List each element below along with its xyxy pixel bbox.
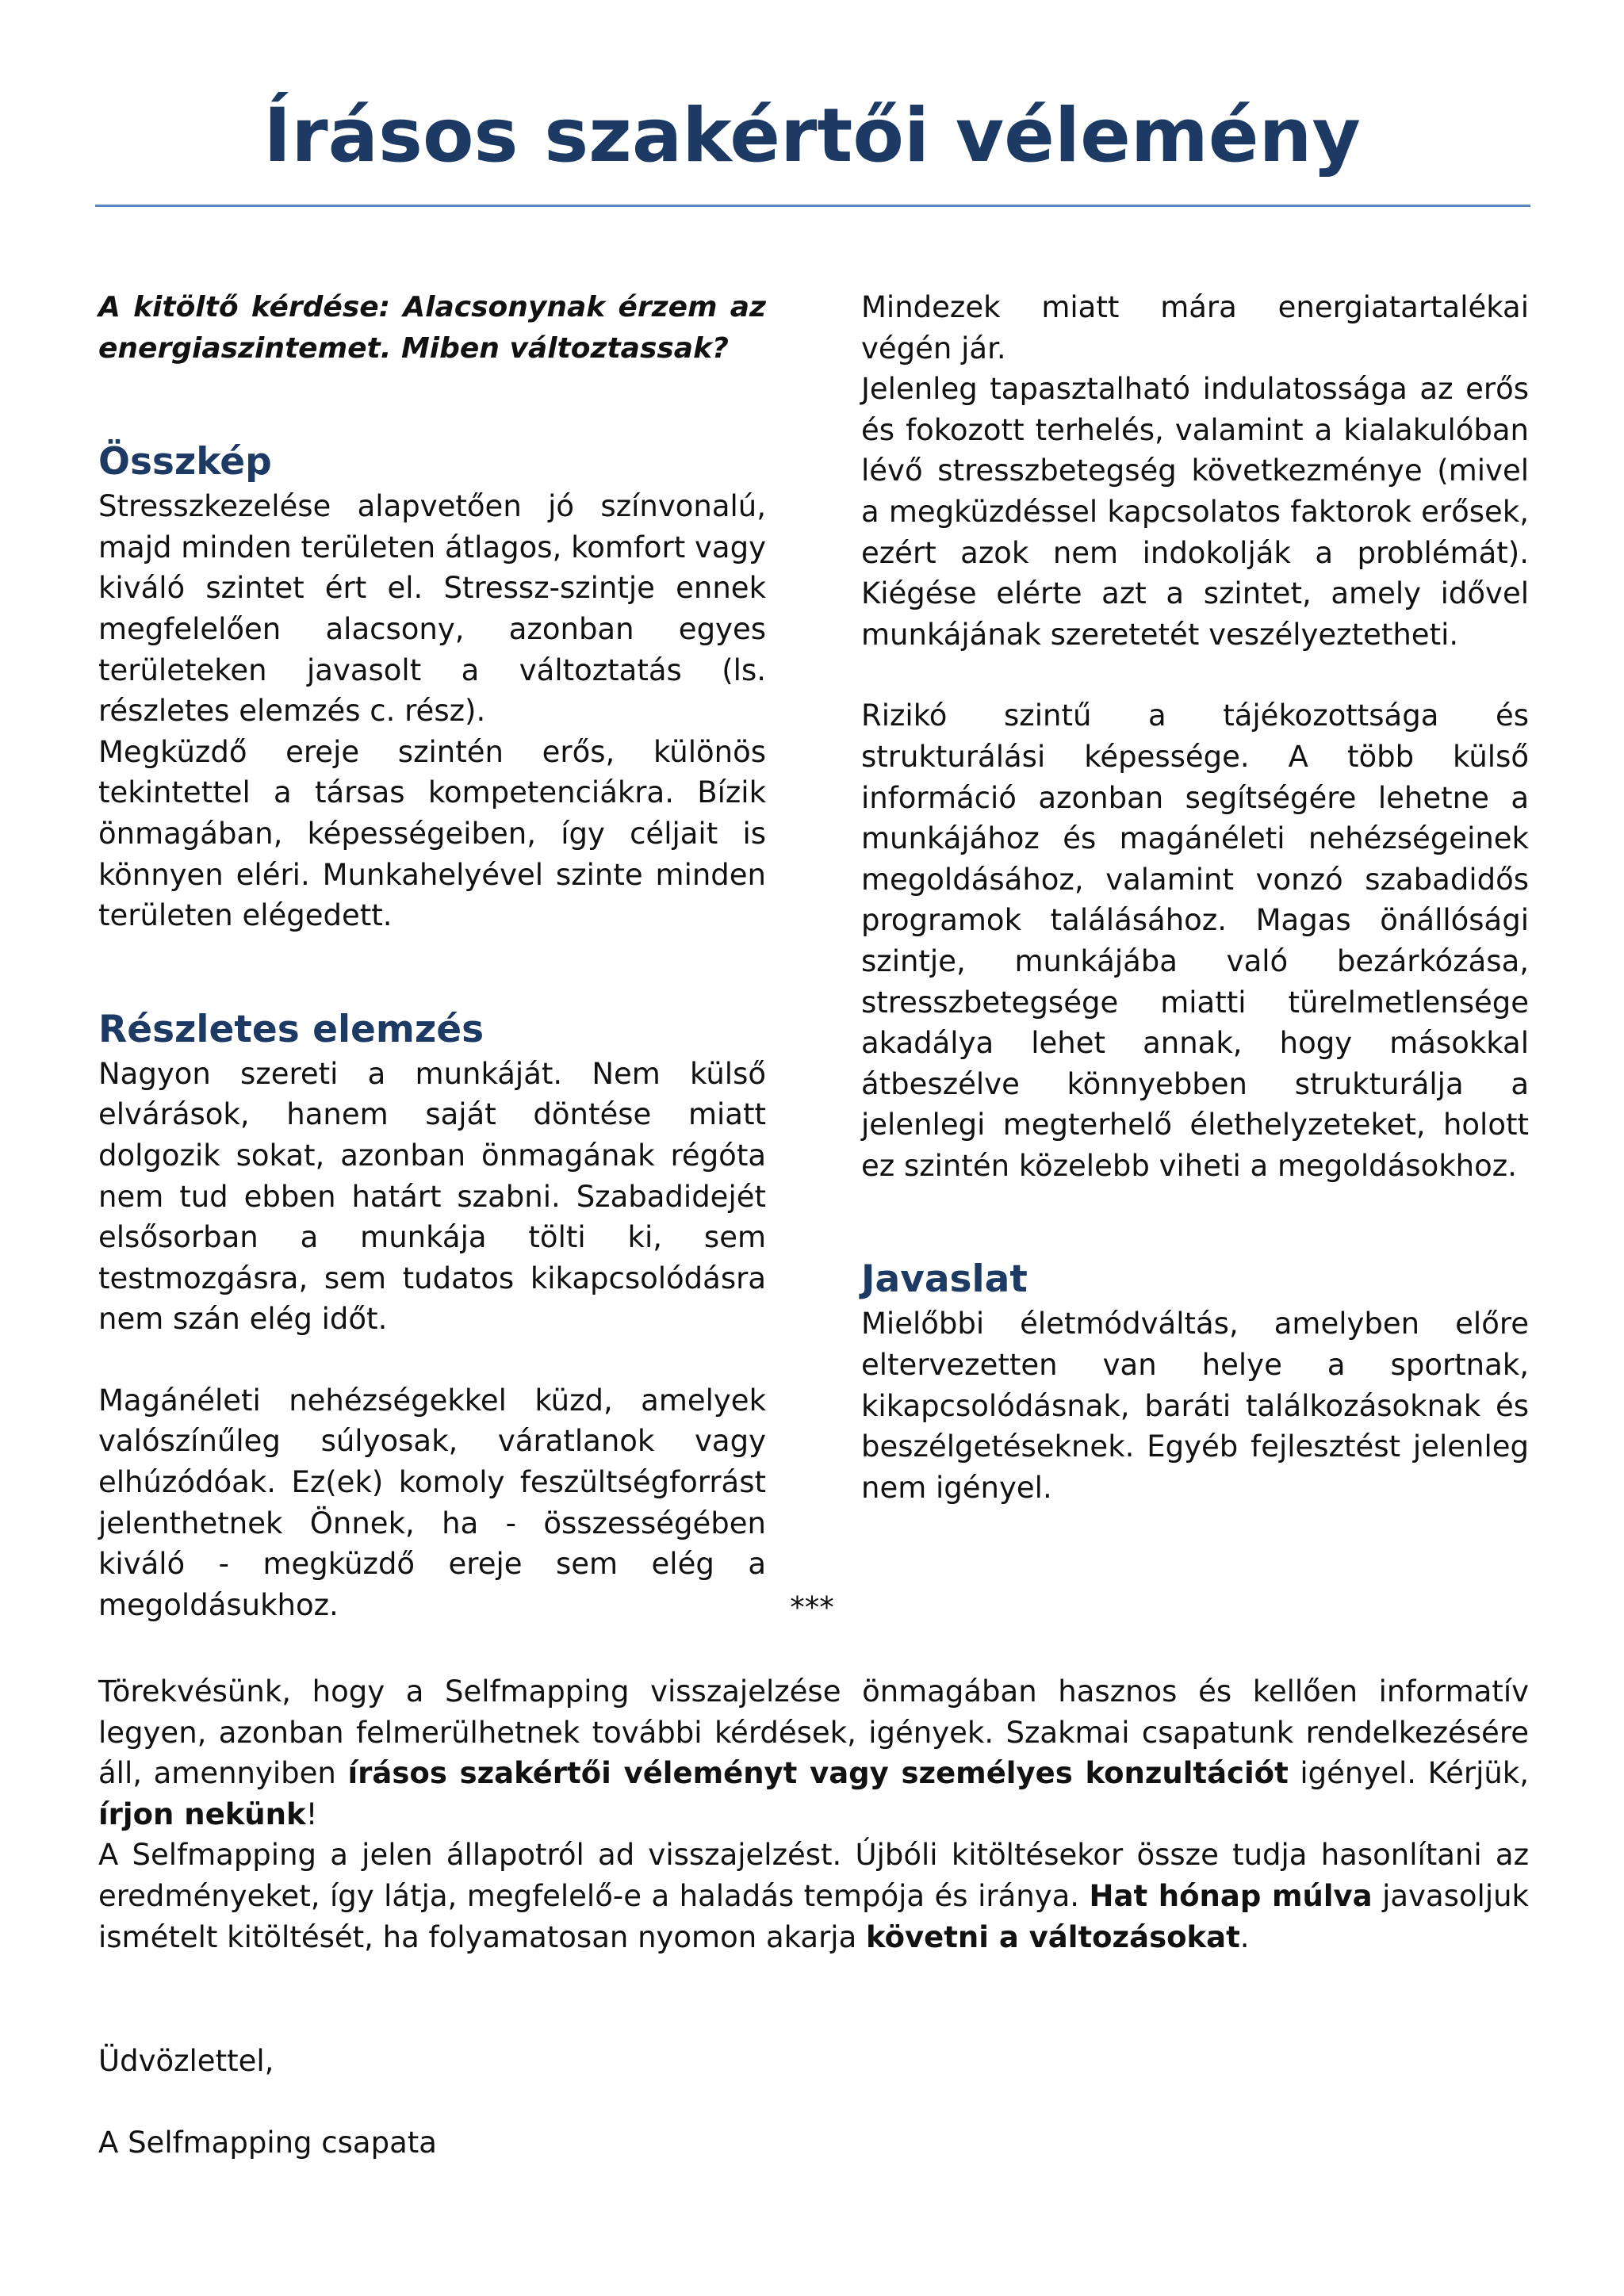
analysis-paragraph: Rizikó szintű a tájékozottsága és strukturálási képessége. A több külső információ azonban segítségére lehetne a munkájához és magánéleti nehézségeinek megoldásához, valamint vonzó szabadidős programok találásához. Magas önállósági szintje, munkájába való bezárkózása, stresszbetegsége miatti türelmetlensége akadálya lehet annak, hogy másokkal átbeszélve könnyebben strukturálja a jelenlegi megterhelő élethelyzeteket, holott ez szintén közelebb viheti a megoldásokhoz.	[861, 698, 1529, 1183]
analysis-paragraph: Jelenleg tapasztalható indulatossága az erős és fokozott terhelés, valamint a kialakulóban lévő stresszbetegség következménye (mivel a megküzdéssel kapcsolatos faktorok erősek, ezért azok nem indokolják a problémát). Kiégése elérte azt a szintet, amely idővel munkájának szeretetét veszélyeztetheti.	[861, 372, 1529, 652]
right-column	[861, 287, 1529, 1508]
highlight-text: írjon nekünk	[98, 1797, 306, 1831]
highlight-text: követni a változásokat	[866, 1919, 1240, 1954]
overview-heading: Összkép	[98, 440, 272, 484]
left-column	[98, 287, 766, 1625]
overview-paragraph: Megküzdő ereje szintén erős, különös tekintettel a társas kompetenciákra. Bízik önmagában, képességeiben, így céljait is könnyen eléri. Munkahelyével szinte minden területen elégedett.	[98, 734, 766, 933]
signature: A Selfmapping csapata	[98, 2126, 437, 2160]
footer-text	[98, 1671, 1529, 1957]
analysis-paragraph: Mindezek miatt mára energiatartalékai végén jár.	[861, 290, 1529, 365]
footer-paragraph: A Selfmapping a jelen állapotról ad visszajelzést. Újbóli kitöltésekor össze tudja hasonlítani az eredményeket, így látja, megfelelő-e a haladás tempója és iránya. Hat hónap múlva javasoljuk ismételt kitöltését, ha folyamatosan nyomon akarja követni a változásokat.	[98, 1838, 1529, 1954]
analysis-paragraph: Magánéleti nehézségekkel küzd, amelyek valószínűleg súlyosak, váratlanok vagy elhúzódóak. Ez(ek) komoly feszültségforrást jelenthetnek Önnek, ha - összességében kiváló - megküzdő ereje sem elég a megoldásukhoz.	[98, 1383, 766, 1622]
analysis-heading: Részletes elemzés	[98, 1007, 485, 1051]
page-title: Írásos szakértői vélemény	[263, 93, 1361, 179]
highlight-text: Hat hónap múlva	[1089, 1878, 1373, 1913]
recommendation-paragraph: Mielőbbi életmódváltás, amelyben előre eltervezetten van helye a sportnak, kikapcsolódásnak, baráti találkozásoknak és beszélgetéseknek. Egyéb fejlesztést jelenleg nem igényel.	[861, 1307, 1529, 1505]
footer-paragraph: Törekvésünk, hogy a Selfmapping visszajelzése önmagában hasznos és kellően informatív legyen, azonban felmerülhetnek további kérdések, igények. Szakmai csapatunk rendelkezésére áll, amennyiben írásos szakértői véleményt vagy személyes konzultációt igényel. Kérjük, írjon nekünk!	[98, 1674, 1529, 1831]
title-divider	[95, 205, 1530, 207]
respondent-question: A kitöltő kérdése: Alacsonynak érzem az energiaszintemet. Miben változtassak?	[98, 291, 766, 365]
overview-paragraph: Stresszkezelése alapvetően jó színvonalú, majd minden területen átlagos, komfort vagy kiváló szintet ért el. Stressz-szintje ennek megfelelően alacsony, azonban egyes területeken javasolt a változtatás (ls. részletes elemzés c. rész).	[98, 489, 766, 729]
recommendation-heading: Javaslat	[861, 1257, 1028, 1302]
section-separator: ***	[790, 1590, 834, 1624]
highlight-text: írásos szakértői véleményt vagy személyes konzultációt	[347, 1756, 1289, 1791]
closing-greeting: Üdvözlettel,	[98, 2044, 274, 2078]
analysis-paragraph: Nagyon szereti a munkáját. Nem külső elvárások, hanem saját döntése miatt dolgozik sokat, azonban önmagának régóta nem tud ebben határt szabni. Szabadidejét elsősorban a munkája tölti ki, sem testmozgásra, sem tudatos kikapcsolódásra nem szán elég időt.	[98, 1056, 766, 1337]
